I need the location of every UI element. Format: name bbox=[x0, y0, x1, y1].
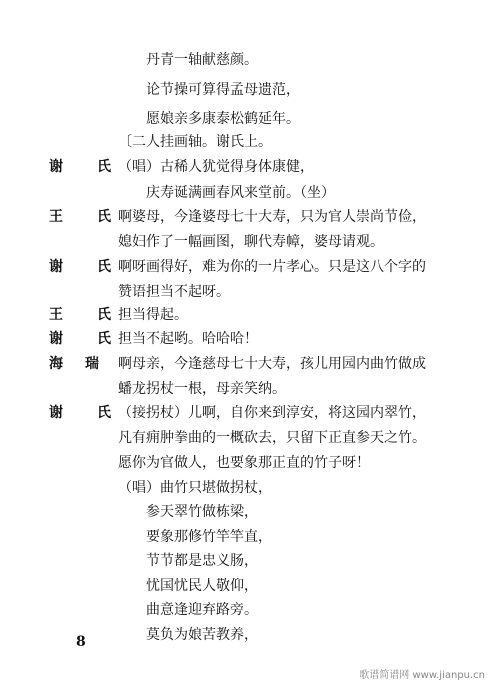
speaker-name: 王 氏 bbox=[49, 307, 121, 323]
text-line: 凡有痈肿拳曲的一概砍去，只留下正直参天之竹。 bbox=[118, 430, 426, 446]
speaker-name: 王 氏 bbox=[49, 209, 121, 225]
text-line: 担当得起。 bbox=[118, 307, 188, 323]
text-line: 曲意逢迎弃路旁。 bbox=[146, 602, 258, 618]
watermark: 歌谱简谱网 www.jianpu.cn bbox=[359, 670, 485, 681]
speaker-name: 谢 氏 bbox=[49, 331, 121, 347]
text-line: 啊婆母，今逢婆母七十大寿，只为官人崇尚节俭， bbox=[118, 209, 426, 225]
text-line: 要象那修竹竿竿直， bbox=[146, 529, 272, 545]
stage-direction: 〔二人挂画轴。谢氏上。 bbox=[118, 134, 272, 150]
speaker-name: 谢 氏 bbox=[49, 405, 121, 421]
text-line: （接拐杖）儿啊，自你来到淳安，将这园内翠竹， bbox=[118, 405, 426, 421]
text-line: （唱）古稀人犹觉得身体康健， bbox=[118, 159, 314, 175]
text-line: 愿你为官做人，也要象那正直的竹子呀！ bbox=[118, 455, 370, 471]
text-line: 参天翠竹做栋梁， bbox=[146, 504, 258, 520]
text-line: 论节操可算得孟母遗范， bbox=[146, 82, 300, 98]
text-line: （唱）曲竹只堪做拐杖， bbox=[118, 480, 272, 496]
text-line: 担当不起哟。哈哈哈！ bbox=[118, 331, 258, 347]
text-line: 蟠龙拐杖一根，母亲笑纳。 bbox=[118, 381, 286, 397]
speaker-name: 谢 氏 bbox=[49, 159, 121, 175]
text-line: 节节都是忠义肠， bbox=[146, 553, 258, 569]
speaker-name: 谢 氏 bbox=[49, 259, 121, 275]
text-line: 忧国忧民人敬仰， bbox=[146, 578, 258, 594]
text-line: 庆寿诞满画春风来堂前。（坐） bbox=[146, 185, 335, 201]
text-line: 啊呀画得好，难为你的一片孝心。只是这八个字的 bbox=[118, 259, 426, 275]
text-line: 赞语担当不起呀。 bbox=[118, 284, 230, 300]
text-line: 啊母亲，今逢慈母七十大寿，孩儿用园内曲竹做成 bbox=[118, 356, 426, 372]
page-number: 8 bbox=[76, 634, 86, 650]
speaker-name: 海 瑞 bbox=[49, 356, 103, 372]
text-line: 媳妇作了一幅画图，聊代寿幛，婆母请观。 bbox=[118, 234, 384, 250]
text-line: 丹青一轴献慈颜。 bbox=[146, 52, 258, 68]
text-line: 愿娘亲多康泰松鹤延年。 bbox=[146, 111, 300, 127]
text-line: 莫负为娘苦教养， bbox=[146, 627, 258, 643]
